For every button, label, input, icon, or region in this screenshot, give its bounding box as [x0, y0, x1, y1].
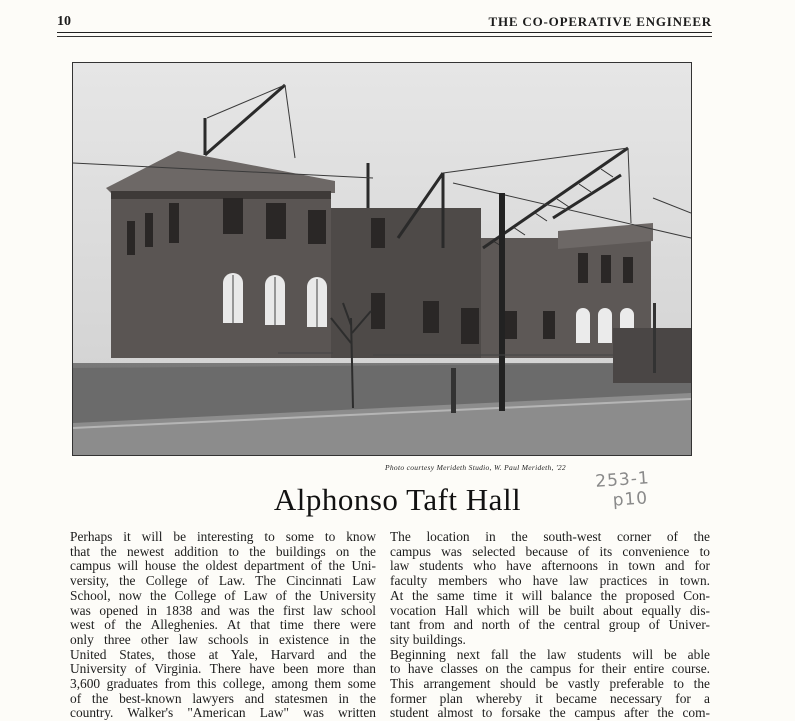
page-header [57, 12, 712, 34]
text-line: University of Virginia. There have been more than [70, 661, 376, 677]
article-left-column [70, 530, 376, 721]
article-right-column [390, 530, 710, 721]
note-line: 253-1 [594, 468, 651, 492]
text-line: only three other law schools in existence in the [70, 631, 376, 647]
text-line: 3,600 graduates from this college, among them some [70, 676, 376, 692]
text-line: At the same time it will balance the proposed Con- [390, 587, 710, 603]
text-line: This arrangement should be vastly preferable to the [390, 676, 710, 692]
photo-caption: Photo courtesy Merideth Studio, W. Paul Merideth, '22 [385, 463, 566, 472]
text-line: to have classes on the campus for their entire course. [390, 661, 710, 677]
text-line: of the best-known lawyers and statesmen in the [70, 690, 376, 706]
text-line: vocation Hall which will be built about equally dis- [390, 602, 710, 618]
running-title: THE CO-OPERATIVE ENGINEER [488, 14, 712, 29]
header-rule [57, 32, 712, 33]
text-line: campus was selected because of its convenience to [390, 543, 710, 559]
text-line: country. Walker's "American Law" was written [70, 705, 376, 721]
text-line: campus will house the oldest department of the Uni- [70, 558, 376, 574]
text-line: United States, those at Yale, Harvard and the [70, 646, 376, 662]
header-rule-thin [57, 36, 712, 37]
text-line: faculty members who have law practices in town. [390, 573, 710, 589]
page-number: 10 [57, 14, 71, 29]
text-line: Perhaps it will be interesting to some to know [70, 529, 376, 544]
text-line: The location in the south-west corner of the [390, 529, 710, 544]
article-title: Alphonso Taft Hall [273, 482, 522, 517]
text-line: tant from and north of the central group of Univer- [390, 617, 710, 633]
text-line: west of the Alleghenies. At that time there were [70, 617, 376, 633]
building-photo-illustration [73, 63, 691, 455]
text-line: sity buildings. [390, 631, 466, 647]
text-line: School, now the College of Law of the University [70, 587, 376, 603]
text-line: was opened in 1838 and was the first law school [70, 602, 376, 618]
text-line: versity, the College of Law. The Cincinnati Law [70, 573, 376, 589]
text-line: that the newest addition to the buildings on the [70, 543, 376, 559]
text-line: former plan whereby it became necessary for a [390, 690, 710, 706]
text-line: student almost to forsake the campus after the com- [390, 705, 710, 721]
text-line: Beginning next fall the law students will be able [390, 646, 710, 662]
text-line: law students who have afternoons in town and for [390, 558, 710, 574]
note-line: p10 [612, 488, 649, 511]
construction-photo [72, 62, 692, 456]
